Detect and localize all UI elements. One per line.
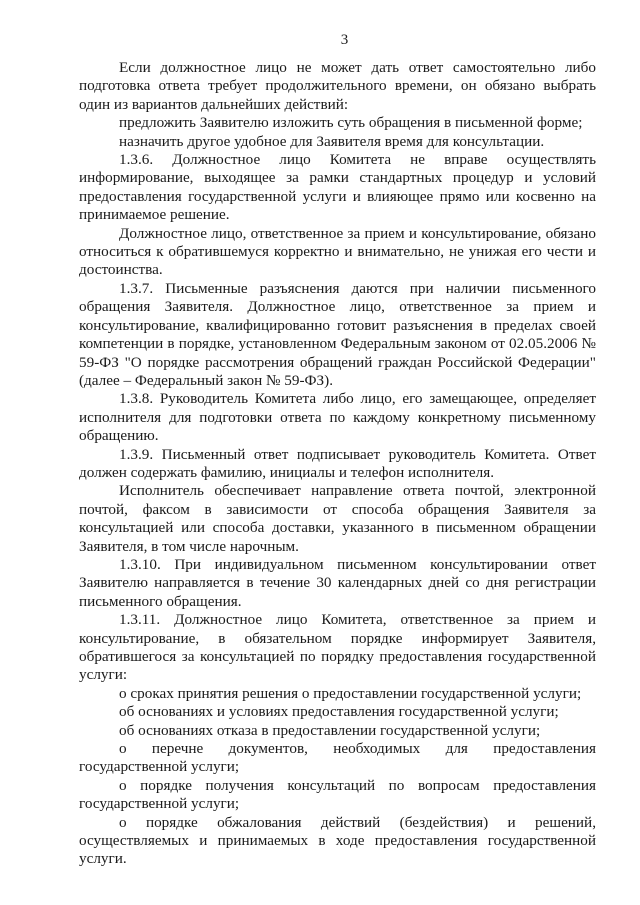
paragraph: 1.3.6. Должностное лицо Комитета не вправе осуществлять информирование, выходящее за рамки стандартных процедур и условий предоставления государственной услуги и влияющее прямо или косвенно на принимаемое решение. (79, 151, 596, 224)
document-body (79, 59, 596, 869)
paragraph: 1.3.10. При индивидуальном письменном консультировании ответ Заявителю направляется в течение 30 календарных дней со дня регистрации письменного обращения. (79, 555, 596, 610)
list-item: об основаниях отказа в предоставлении государственной услуги; (119, 721, 541, 739)
paragraph: 1.3.8. Руководитель Комитета либо лицо, его замещающее, определяет исполнителя для подготовки ответа по каждому конкретному письменному обращению. (79, 390, 596, 445)
paragraph: 1.3.11. Должностное лицо Комитета, ответственное за прием и консультирование, в обязательном порядке информирует Заявителя, обратившегося за консультацией по порядку предоставления государственной услуги: (79, 611, 596, 684)
paragraph: Должностное лицо, ответственное за прием и консультирование, обязано относиться к обратившемуся корректно и внимательно, не унижая его чести и достоинства. (79, 224, 596, 279)
paragraph: предложить Заявителю изложить суть обращения в письменной форме; (119, 114, 583, 132)
paragraph: Если должностное лицо не может дать ответ самостоятельно либо подготовка ответа требует продолжительного времени, он обязано выбрать один из вариантов дальнейших действий: (79, 59, 596, 113)
paragraph: 1.3.9. Письменный ответ подписывает руководитель Комитета. Ответ должен содержать фамилию, инициалы и телефон исполнителя. (79, 445, 596, 481)
page-number: 3 (340, 32, 349, 48)
list-item: о порядке обжалования действий (бездействия) и решений, осуществляемых и принимаемых в ходе предоставления государственной услуги. (79, 813, 596, 868)
list-item: о перечне документов, необходимых для предоставления государственной услуги; (79, 740, 596, 776)
list-item: о сроках принятия решения о предоставлении государственной услуги; (119, 684, 582, 702)
list-item: о порядке получения консультаций по вопросам предоставления государственной услуги; (79, 776, 596, 813)
paragraph: Исполнитель обеспечивает направление ответа почтой, электронной почтой, факсом в зависимости от способа обращения Заявителя за консультацией или способа доставки, указанного в письменном обращении Заявителя, в том числе нарочным. (79, 482, 596, 555)
paragraph: назначить другое удобное для Заявителя время для консультации. (119, 132, 545, 150)
paragraph: 1.3.7. Письменные разъяснения даются при наличии письменного обращения Заявителя. Должностное лицо, ответственное за прием и консультирование, квалифицированно готовит разъяснения в пределах своей компетенции в порядке, установленном Федеральным законом от 02.05.2006 № 59-ФЗ "О порядке рассмотрения обращений граждан Российской Федерации" (далее – Федеральный закон № 59-ФЗ). (79, 279, 596, 389)
list-item: об основаниях и условиях предоставления государственной услуги; (119, 703, 559, 721)
